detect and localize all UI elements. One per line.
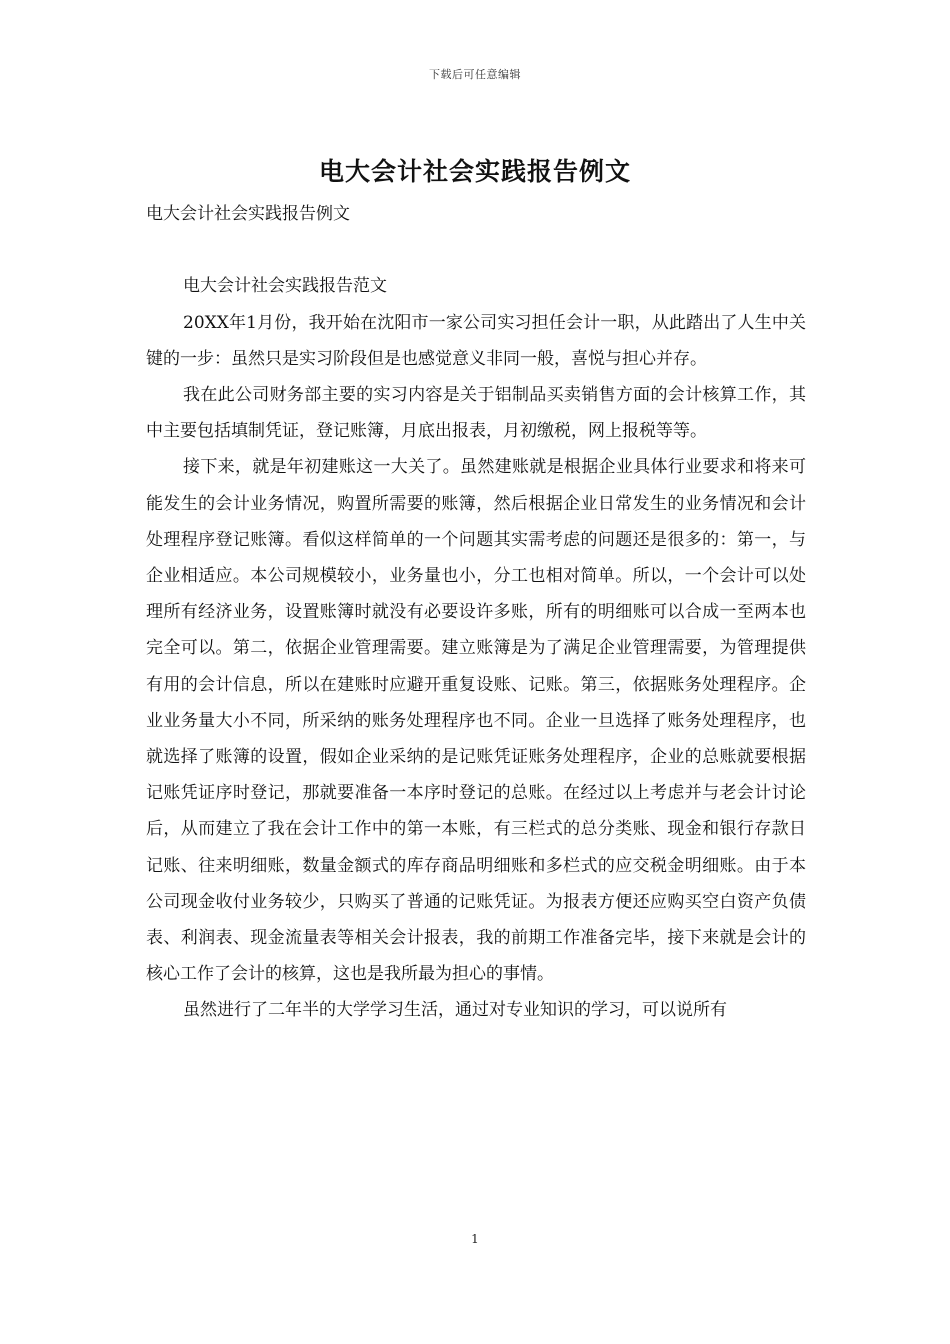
- page-number: 1: [471, 1232, 479, 1246]
- page-header-note: 下载后可任意编辑: [429, 68, 521, 81]
- document-body: [146, 196, 806, 1029]
- paragraph-report-heading: 电大会计社会实践报告范文: [183, 276, 387, 297]
- paragraph-internship-content: 我在此公司财务部主要的实习内容是关于铝制品买卖销售方面的会计核算工作，其中主要包括填制凭证，登记账簿，月底出报表，月初缴税，网上报税等等。: [146, 385, 806, 442]
- paragraph-internship-start: 20XX年1月份，我开始在沈阳市一家公司实习担任会计一职，从此踏出了人生中关键的一步：虽然只是实习阶段但是也感觉意义非同一般，喜悦与担心并存。: [146, 312, 806, 369]
- paragraph-study-reflection: 虽然进行了二年半的大学学习生活，通过对专业知识的学习，可以说所有: [183, 1000, 727, 1021]
- paragraph-account-setup: 接下来，就是年初建账这一大关了。虽然建账就是根据企业具体行业要求和将来可能发生的会计业务情况，购置所需要的账簿，然后根据企业日常发生的业务情况和会计处理程序登记账簿。看似这样简单的一个问题其实需考虑的问题还是很多的：第一，与企业相适应。本公司规模较小，业务量也小，分工也相对简单。所以，一个会计可以处理所有经济业务，设置账簿时就没有必要设许多账，所有的明细账可以合成一至两本也完全可以。第二，依据企业管理需要。建立账簿是为了满足企业管理需要，为管理提供有用的会计信息，所以在建账时应避开重复设账、记账。第三，依据账务处理程序。企业业务量大小不同，所采纳的账务处理程序也不同。企业一旦选择了账务处理程序，也就选择了账簿的设置，假如企业采纳的是记账凭证账务处理程序，企业的总账就要根据记账凭证序时登记，那就要准备一本序时登记的总账。在经过以上考虑并与老会计讨论后，从而建立了我在会计工作中的第一本账，有三栏式的总分类账、现金和银行存款日记账、往来明细账，数量金额式的库存商品明细账和多栏式的应交税金明细账。由于本公司现金收付业务较少，只购买了普通的记账凭证。为报表方便还应购买空白资产负债表、利润表、现金流量表等相关会计报表，我的前期工作准备完毕，接下来就是会计的核心工作了会计的核算，这也是我所最为担心的事情。: [146, 457, 806, 985]
- document-title: 电大会计社会实践报告例文: [318, 157, 631, 186]
- document-subtitle: 电大会计社会实践报告例文: [146, 204, 350, 224]
- blank-line: [146, 232, 806, 268]
